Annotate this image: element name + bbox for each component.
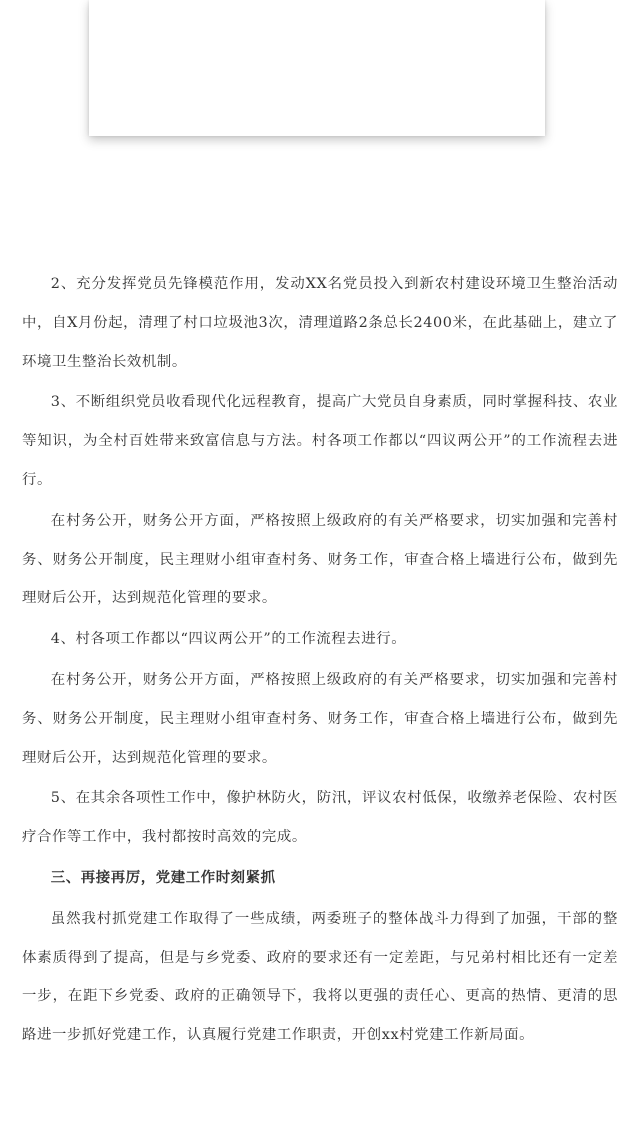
paragraph-item-5: 5、在其余各项性工作中，像护林防火，防汛，评议农村低保，收缴养老保险、农村医疗合作等工作中，我村都按时高效的完成。 (22, 790, 618, 846)
paragraph-item-4: 4、村各项工作都以“四议两公开”的工作流程去进行。 (50, 631, 407, 648)
paragraph-village-finance-2: 在村务公开，财务公开方面，严格按照上级政府的有关严格要求，切实加强和完善村务、财务公开制度，民主理财小组审查村务、财务工作，审查合格上墙进行公布，做到先理财后公开，达到规范化管理的要求。 (22, 671, 618, 766)
paragraph-item-2: 2、充分发挥党员先锋模范作用，发动XX名党员投入到新农村建设环境卫生整治活动中，自X月份起，清理了村口垃圾池3次，清理道路2条总长2400米，在此基础上，建立了环境卫生整治长效机制。 (22, 276, 618, 370)
paragraph-conclusion: 虽然我村抓党建工作取得了一些成绩，两委班子的整体战斗力得到了加强，干部的整体素质得到了提高，但是与乡党委、政府的要求还有一定差距，与兄弟村相比还有一定差一步，在距下乡党委、政府的正确领导下，我将以更强的责任心、更高的热情、更清的思路进一步抓好党建工作，认真履行党建工作职责，开创xx村党建工作新局面。 (22, 910, 618, 1044)
document-body (22, 265, 618, 1057)
section-heading-3: 三、再接再厉，党建工作时刻紧抓 (50, 868, 276, 886)
paragraph-item-3: 3、不断组织党员收看现代化远程教育，提高广大党员自身素质，同时掌握科技、农业等知识，为全村百姓带来致富信息与方法。村各项工作都以“四议两公开”的工作流程去进行。 (22, 394, 618, 488)
paragraph-village-finance-1: 在村务公开，财务公开方面，严格按照上级政府的有关严格要求，切实加强和完善村务、财务公开制度，民主理财小组审查村务、财务工作，审查合格上墙进行公布，做到先理财后公开，达到规范化管理的要求。 (22, 512, 618, 607)
top-image-card (89, 0, 545, 136)
